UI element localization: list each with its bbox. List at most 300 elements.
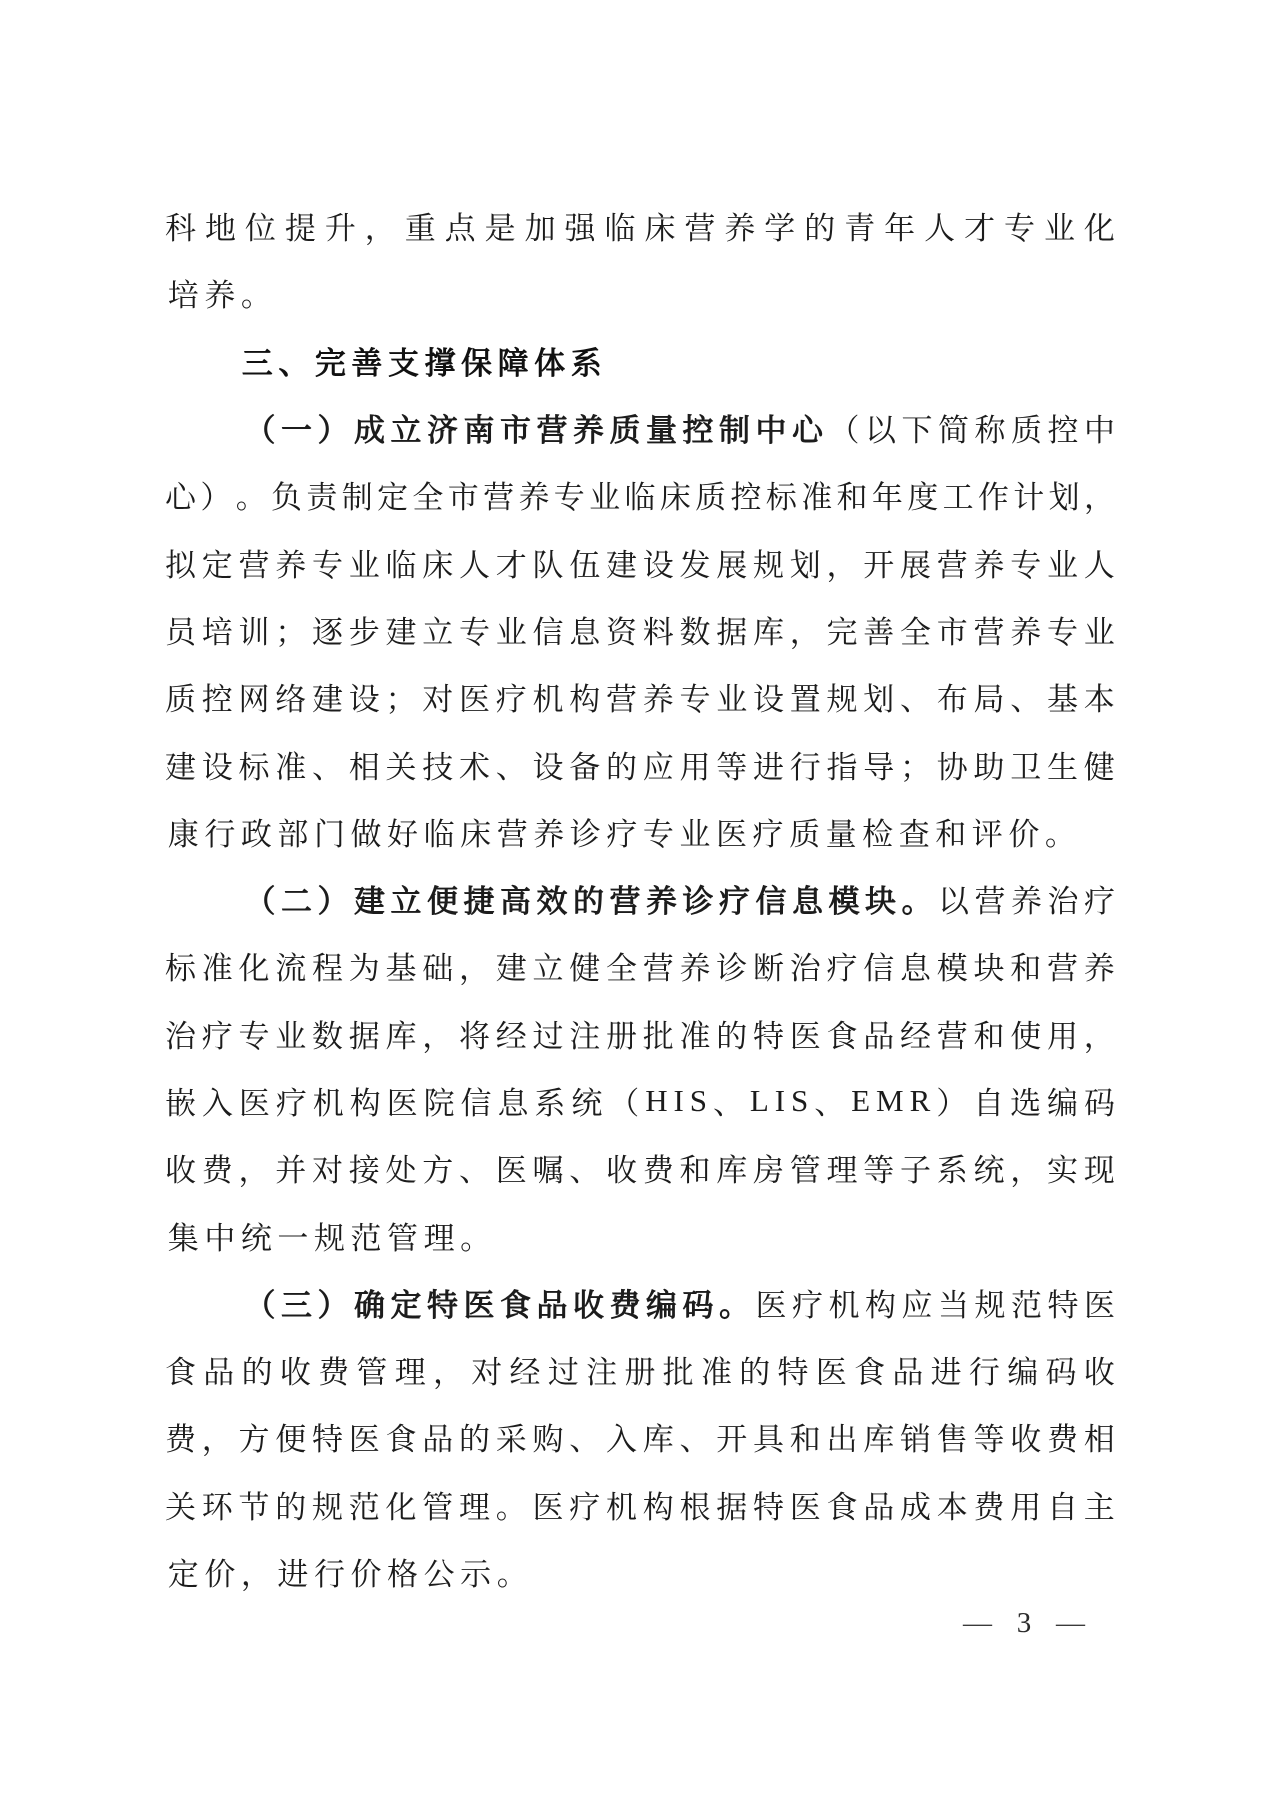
glyph: 的 — [716, 1018, 748, 1054]
glyph: 开 — [863, 547, 895, 583]
page-number-dash-left: — — [963, 1606, 992, 1639]
glyph: 标 — [165, 951, 196, 987]
glyph: 管 — [356, 1355, 388, 1391]
glyph: 专 — [679, 682, 711, 718]
glyph: 接 — [348, 1153, 380, 1189]
glyph: ） — [317, 1287, 349, 1323]
glyph: 专 — [642, 816, 674, 852]
glyph: 嵌 — [165, 1086, 196, 1121]
glyph: 准 — [275, 749, 307, 785]
glyph: 置 — [789, 682, 821, 718]
glyph: 加 — [524, 211, 556, 247]
glyph: 医 — [789, 1489, 821, 1525]
glyph: 规 — [313, 1220, 345, 1256]
glyph: 管 — [422, 1489, 454, 1525]
glyph: 。 — [719, 1287, 750, 1323]
glyph: 过 — [532, 1018, 564, 1054]
glyph: 经 — [900, 1018, 931, 1054]
glyph: 临 — [423, 816, 455, 852]
glyph: 便 — [275, 1422, 307, 1458]
glyph: 建 — [385, 614, 417, 650]
glyph: 经 — [509, 1355, 541, 1391]
glyph: 特 — [427, 1287, 458, 1323]
glyph: 专 — [553, 480, 585, 516]
glyph: 相 — [348, 749, 380, 785]
glyph: 费 — [1047, 1422, 1078, 1458]
glyph: 节 — [238, 1489, 270, 1525]
glyph: 、 — [495, 749, 527, 785]
glyph: 使 — [1010, 1018, 1042, 1054]
glyph: 模 — [936, 951, 968, 987]
glyph: 治 — [1047, 884, 1079, 920]
glyph: 专 — [459, 614, 490, 650]
glyph: 编 — [646, 1287, 677, 1323]
glyph: 营 — [483, 480, 515, 516]
glyph: 理 — [826, 1153, 858, 1189]
document-body-text — [165, 192, 1115, 1605]
glyph: 过 — [547, 1355, 579, 1391]
glyph: 拟 — [165, 547, 196, 583]
glyph: 对 — [422, 682, 454, 718]
glyph: 人 — [1083, 547, 1115, 583]
glyph: （ — [828, 413, 860, 449]
glyph: 库 — [385, 1018, 417, 1054]
glyph: 质 — [695, 480, 727, 516]
glyph: 营 — [606, 682, 637, 718]
glyph: 机 — [828, 1287, 860, 1323]
glyph: 、 — [1010, 682, 1042, 718]
glyph: 收 — [165, 1153, 196, 1189]
glyph: I — [774, 1082, 786, 1118]
glyph: 床 — [644, 211, 676, 247]
glyph: ， — [201, 1422, 233, 1458]
text-line — [165, 394, 1115, 461]
glyph: 养 — [679, 951, 711, 987]
glyph: 人 — [459, 547, 490, 583]
glyph: 工 — [942, 480, 974, 516]
glyph: 员 — [165, 614, 196, 650]
glyph: 地 — [204, 211, 236, 247]
glyph: 费 — [165, 1422, 196, 1458]
glyph: ； — [900, 749, 931, 785]
glyph: 和 — [973, 1018, 1005, 1054]
glyph: E — [851, 1082, 871, 1118]
glyph: 查 — [898, 816, 930, 852]
glyph: 范 — [1011, 1287, 1042, 1323]
glyph: 疗 — [569, 1489, 601, 1525]
glyph: 块 — [973, 951, 1005, 987]
glyph: 建 — [354, 884, 385, 920]
glyph: 才 — [964, 211, 996, 247]
text-line — [165, 1336, 1115, 1403]
glyph: 和 — [789, 1422, 821, 1458]
glyph: 中 — [204, 1220, 236, 1256]
glyph: 医 — [1084, 1287, 1115, 1323]
glyph: 伍 — [569, 547, 601, 583]
glyph: 业 — [1047, 547, 1078, 583]
glyph: 全 — [900, 614, 931, 650]
glyph: 价 — [204, 1557, 236, 1593]
glyph: 础 — [422, 951, 454, 987]
glyph: 入 — [606, 1422, 637, 1458]
glyph: 册 — [624, 1355, 656, 1391]
glyph: 业 — [679, 816, 711, 852]
glyph: 立 — [532, 951, 564, 987]
glyph: 处 — [385, 1153, 417, 1189]
glyph: 行 — [313, 1557, 345, 1593]
glyph: 专 — [312, 547, 343, 583]
text-line — [165, 730, 1115, 797]
glyph: I — [673, 1082, 684, 1118]
glyph: 化 — [385, 1489, 417, 1525]
glyph: 、 — [569, 1153, 601, 1189]
glyph: 据 — [348, 1018, 380, 1054]
glyph: 完 — [826, 614, 858, 650]
glyph: 价 — [350, 1557, 382, 1593]
glyph: 统 — [240, 1220, 272, 1256]
glyph: 网 — [238, 682, 270, 718]
glyph: 对 — [312, 1153, 343, 1189]
glyph: 疗 — [826, 951, 858, 987]
glyph: 收 — [606, 1153, 637, 1189]
glyph: 作 — [977, 480, 1009, 516]
glyph: 编 — [1047, 1086, 1078, 1121]
glyph: 。 — [240, 278, 272, 314]
glyph: S — [791, 1082, 809, 1118]
glyph: 营 — [609, 884, 641, 920]
glyph: 业 — [275, 1018, 307, 1054]
glyph: 品 — [863, 1018, 895, 1054]
glyph: 基 — [1047, 682, 1078, 718]
glyph: 术 — [459, 749, 490, 785]
text-line — [165, 1134, 1115, 1201]
glyph: 。 — [901, 884, 933, 920]
glyph: 养 — [533, 816, 565, 852]
glyph: 本 — [1083, 682, 1115, 718]
glyph: 食 — [500, 1287, 531, 1323]
glyph: 疗 — [719, 884, 750, 920]
glyph: 具 — [753, 1422, 784, 1458]
glyph: 临 — [385, 547, 417, 583]
glyph: 治 — [789, 951, 821, 987]
glyph: 食 — [826, 1489, 858, 1525]
glyph: ） — [317, 884, 349, 920]
paragraph-indent — [165, 427, 239, 428]
glyph: （ — [244, 413, 276, 449]
glyph: 集 — [167, 1220, 199, 1256]
glyph: S — [689, 1082, 708, 1118]
glyph: 全 — [606, 951, 637, 987]
glyph: 收 — [279, 1355, 311, 1391]
glyph: 技 — [422, 749, 454, 785]
paragraph-indent — [165, 360, 239, 361]
glyph: 出 — [826, 1422, 858, 1458]
glyph: 控 — [682, 413, 714, 449]
glyph: 定 — [390, 1287, 422, 1323]
glyph: ， — [1083, 1018, 1115, 1054]
glyph: 进 — [930, 1355, 962, 1391]
glyph: 用 — [1010, 1489, 1042, 1525]
glyph: 好 — [387, 816, 419, 852]
glyph: 展 — [716, 547, 748, 583]
glyph: 子 — [900, 1153, 931, 1189]
glyph: 二 — [281, 884, 312, 920]
glyph: 立 — [390, 413, 422, 449]
glyph: 院 — [423, 1086, 455, 1121]
glyph: 展 — [900, 547, 931, 583]
glyph: 划 — [789, 547, 821, 583]
glyph: 品 — [422, 1422, 454, 1458]
glyph: 养 — [204, 278, 236, 314]
glyph: 息 — [900, 951, 931, 987]
glyph: 建 — [165, 749, 196, 785]
glyph: 青 — [844, 211, 876, 247]
glyph: 检 — [862, 816, 894, 852]
glyph: 成 — [354, 413, 385, 449]
glyph: 设 — [348, 682, 380, 718]
glyph: 的 — [739, 1355, 771, 1391]
glyph: 疗 — [495, 682, 527, 718]
glyph: 养 — [275, 547, 307, 583]
glyph: 是 — [484, 211, 516, 247]
glyph: 位 — [244, 211, 276, 247]
glyph: 房 — [753, 1153, 784, 1189]
glyph: 据 — [716, 614, 748, 650]
glyph: 系 — [534, 1086, 566, 1121]
paragraph-indent — [165, 1302, 239, 1303]
glyph: ） — [317, 413, 349, 449]
glyph: 本 — [936, 1489, 968, 1525]
glyph: 人 — [924, 211, 956, 247]
glyph: 门 — [313, 816, 345, 852]
glyph: ； — [275, 614, 307, 650]
glyph: 嘱 — [532, 1153, 564, 1189]
glyph: R — [909, 1082, 931, 1118]
glyph: 信 — [863, 951, 895, 987]
glyph: 做 — [350, 816, 382, 852]
glyph: 销 — [900, 1422, 931, 1458]
glyph: 、 — [459, 1153, 490, 1189]
glyph: 、 — [312, 749, 343, 785]
glyph: 购 — [532, 1422, 564, 1458]
glyph: 善 — [863, 614, 895, 650]
glyph: 信 — [532, 614, 564, 650]
glyph: 疗 — [1084, 884, 1115, 920]
glyph: 关 — [165, 1489, 196, 1525]
glyph: 特 — [1047, 1287, 1079, 1323]
glyph: 业 — [589, 480, 621, 516]
glyph: 块 — [865, 884, 896, 920]
glyph: 协 — [936, 749, 968, 785]
glyph: （ — [608, 1086, 640, 1121]
glyph: 准 — [801, 480, 833, 516]
glyph: 中 — [1084, 413, 1115, 449]
glyph: 床 — [659, 480, 691, 516]
glyph: 编 — [1007, 1355, 1039, 1391]
glyph: 营 — [936, 1018, 968, 1054]
glyph: 业 — [1083, 614, 1115, 650]
glyph: 采 — [495, 1422, 527, 1458]
glyph: 营 — [536, 413, 568, 449]
glyph: 度 — [907, 480, 939, 516]
glyph: 食 — [165, 1355, 196, 1391]
glyph: 临 — [604, 211, 636, 247]
glyph: H — [645, 1082, 668, 1118]
glyph: 机 — [312, 1086, 344, 1121]
glyph: 一 — [277, 1220, 309, 1256]
glyph: 逐 — [312, 614, 343, 650]
glyph: 并 — [275, 1153, 307, 1189]
glyph: ， — [238, 1153, 270, 1189]
glyph: 行 — [204, 816, 236, 852]
glyph: 提 — [284, 211, 316, 247]
glyph: 特 — [777, 1355, 809, 1391]
glyph: 建 — [606, 547, 637, 583]
paragraph-indent — [165, 898, 239, 899]
glyph: 根 — [679, 1489, 711, 1525]
glyph: 质 — [789, 816, 821, 852]
glyph: 强 — [564, 211, 596, 247]
glyph: 备 — [569, 749, 601, 785]
glyph: 规 — [312, 1489, 343, 1525]
glyph: 养 — [518, 480, 550, 516]
glyph: 收 — [1010, 1422, 1042, 1458]
glyph: 健 — [569, 951, 601, 987]
glyph: 。 — [1044, 816, 1076, 852]
glyph: 设 — [532, 749, 564, 785]
glyph: 信 — [460, 1086, 492, 1121]
glyph: 现 — [1083, 1153, 1115, 1189]
glyph: 健 — [1083, 749, 1115, 785]
glyph: 准 — [679, 1018, 711, 1054]
glyph: 保 — [461, 345, 493, 381]
glyph: 业 — [716, 682, 748, 718]
glyph: 理 — [423, 1220, 455, 1256]
glyph: 年 — [871, 480, 903, 516]
glyph: 息 — [497, 1086, 529, 1121]
glyph: 的 — [275, 1489, 307, 1525]
text-line — [165, 192, 1115, 259]
glyph: 三 — [281, 1287, 312, 1323]
glyph: 学 — [764, 211, 796, 247]
glyph: ， — [1010, 1153, 1042, 1189]
glyph: 等 — [973, 1422, 1005, 1458]
text-line — [165, 1471, 1115, 1538]
glyph: 医 — [238, 1086, 270, 1121]
glyph: 疗 — [275, 1086, 307, 1121]
glyph: 划 — [1048, 480, 1080, 516]
glyph: 设 — [642, 547, 674, 583]
glyph: 建 — [495, 951, 527, 987]
glyph: 量 — [646, 413, 677, 449]
glyph: 设 — [753, 682, 784, 718]
glyph: 布 — [936, 682, 968, 718]
glyph: 养 — [973, 547, 1005, 583]
glyph: 食 — [385, 1422, 417, 1458]
glyph: 业 — [1043, 211, 1075, 247]
glyph: 年 — [884, 211, 916, 247]
glyph: 养 — [724, 211, 756, 247]
glyph: 养 — [646, 884, 677, 920]
glyph: 机 — [606, 1489, 637, 1525]
glyph: 等 — [716, 749, 748, 785]
glyph: 控 — [730, 480, 762, 516]
glyph: 和 — [679, 1153, 711, 1189]
glyph: 医 — [463, 1287, 495, 1323]
glyph: 费 — [201, 1153, 233, 1189]
glyph: 程 — [312, 951, 343, 987]
glyph: 特 — [312, 1422, 343, 1458]
glyph: 制 — [719, 413, 750, 449]
glyph: 市 — [936, 614, 968, 650]
text-line — [165, 1403, 1115, 1470]
glyph: 培 — [167, 278, 199, 314]
glyph: 、 — [900, 682, 931, 718]
glyph: 入 — [201, 1086, 233, 1121]
text-line — [165, 798, 1115, 865]
glyph: ） — [200, 480, 232, 516]
glyph: 资 — [606, 614, 637, 650]
glyph: 络 — [275, 682, 307, 718]
glyph: 训 — [238, 614, 270, 650]
glyph: 管 — [789, 1153, 821, 1189]
glyph: 营 — [936, 547, 968, 583]
glyph: 定 — [167, 1557, 199, 1593]
glyph: 理 — [394, 1355, 426, 1391]
glyph: 立 — [390, 884, 422, 920]
glyph: 码 — [1045, 1355, 1077, 1391]
glyph: 格 — [387, 1557, 419, 1593]
glyph: 诊 — [569, 816, 601, 852]
glyph: （ — [244, 1287, 276, 1323]
glyph: 成 — [900, 1489, 931, 1525]
glyph: 构 — [642, 1489, 674, 1525]
glyph: 临 — [624, 480, 656, 516]
glyph: M — [876, 1082, 904, 1118]
glyph: 信 — [755, 884, 787, 920]
glyph: 食 — [854, 1355, 886, 1391]
glyph: 的 — [606, 749, 637, 785]
glyph: 营 — [684, 211, 716, 247]
text-line — [165, 461, 1115, 528]
glyph: 注 — [586, 1355, 618, 1391]
glyph: 营 — [1047, 951, 1078, 987]
glyph: ， — [459, 951, 490, 987]
glyph: 专 — [1047, 614, 1078, 650]
glyph: 床 — [422, 547, 454, 583]
glyph: 南 — [463, 413, 495, 449]
glyph: 公 — [423, 1557, 455, 1593]
glyph: 养 — [1011, 884, 1042, 920]
glyph: 发 — [679, 547, 711, 583]
glyph: 品 — [536, 1287, 568, 1323]
glyph: 政 — [240, 816, 272, 852]
text-line — [165, 932, 1115, 999]
glyph: 规 — [753, 547, 784, 583]
glyph: 将 — [459, 1018, 490, 1054]
glyph: 支 — [387, 345, 419, 381]
glyph: 自 — [973, 1086, 1005, 1121]
glyph: 以 — [865, 413, 896, 449]
glyph: 售 — [936, 1422, 968, 1458]
glyph: 计 — [1013, 480, 1045, 516]
glyph: 准 — [201, 951, 233, 987]
glyph: 批 — [662, 1355, 694, 1391]
glyph: 为 — [348, 951, 380, 987]
glyph: 质 — [1011, 413, 1042, 449]
glyph: 选 — [1010, 1086, 1042, 1121]
page-number-value: 3 — [1016, 1606, 1032, 1639]
